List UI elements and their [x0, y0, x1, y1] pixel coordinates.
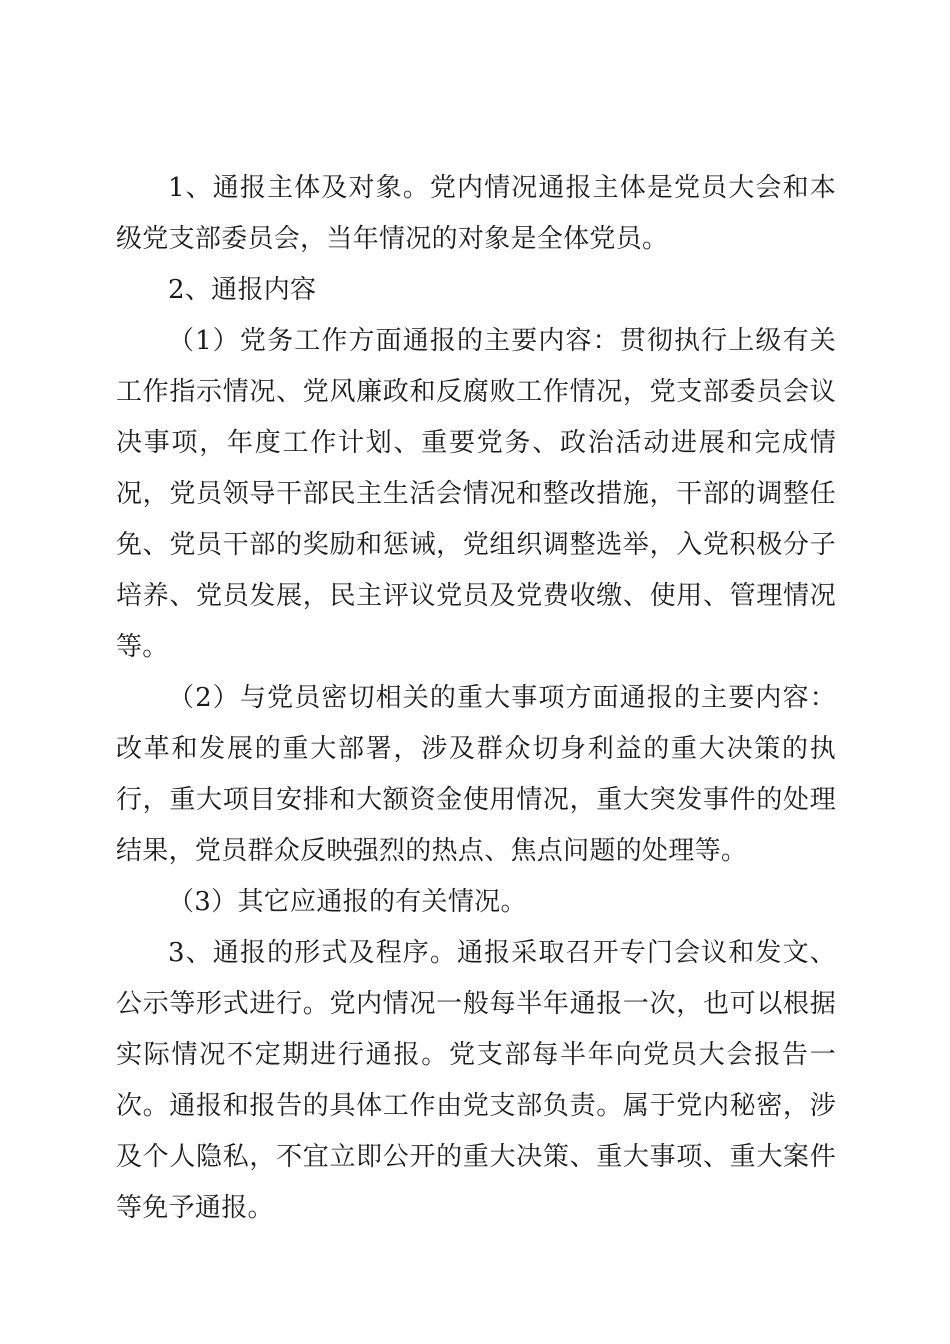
document-body — [116, 163, 836, 1234]
paragraph-subject: 1、通报主体及对象。党内情况通报主体是党员大会和本级党支部委员会，当年情况的对象是全体党员。 — [116, 173, 836, 254]
paragraph-content-heading: 2、通报内容 — [168, 275, 317, 305]
paragraph-party-affairs: （1）党务工作方面通报的主要内容：贯彻执行上级有关工作指示情况、党风廉政和反腐败工作情况，党支部委员会议决事项，年度工作计划、重要党务、政治活动进展和完成情况，党员领导干部民主生活会情况和整改措施，干部的调整任免、党员干部的奖励和惩诫，党组织调整选举，入党积极分子培养、党员发展，民主评议党员及党费收缴、使用、管理情况等。 — [116, 326, 836, 662]
paragraph-other: （3）其它应通报的有关情况。 — [168, 887, 527, 917]
paragraph-form-procedure: 3、通报的形式及程序。通报采取召开专门会议和发文、公示等形式进行。党内情况一般每半年通报一次，也可以根据实际情况不定期进行通报。党支部每半年向党员大会报告一次。通报和报告的具体工作由党支部负责。属于党内秘密，涉及个人隐私，不宜立即公开的重大决策、重大事项、重大案件等免予通报。 — [116, 938, 836, 1223]
paragraph-major-matters: （2）与党员密切相关的重大事项方面通报的主要内容：改革和发展的重大部署，涉及群众切身利益的重大决策的执行，重大项目安排和大额资金使用情况，重大突发事件的处理结果，党员群众反映强烈的热点、焦点问题的处理等。 — [116, 683, 836, 866]
